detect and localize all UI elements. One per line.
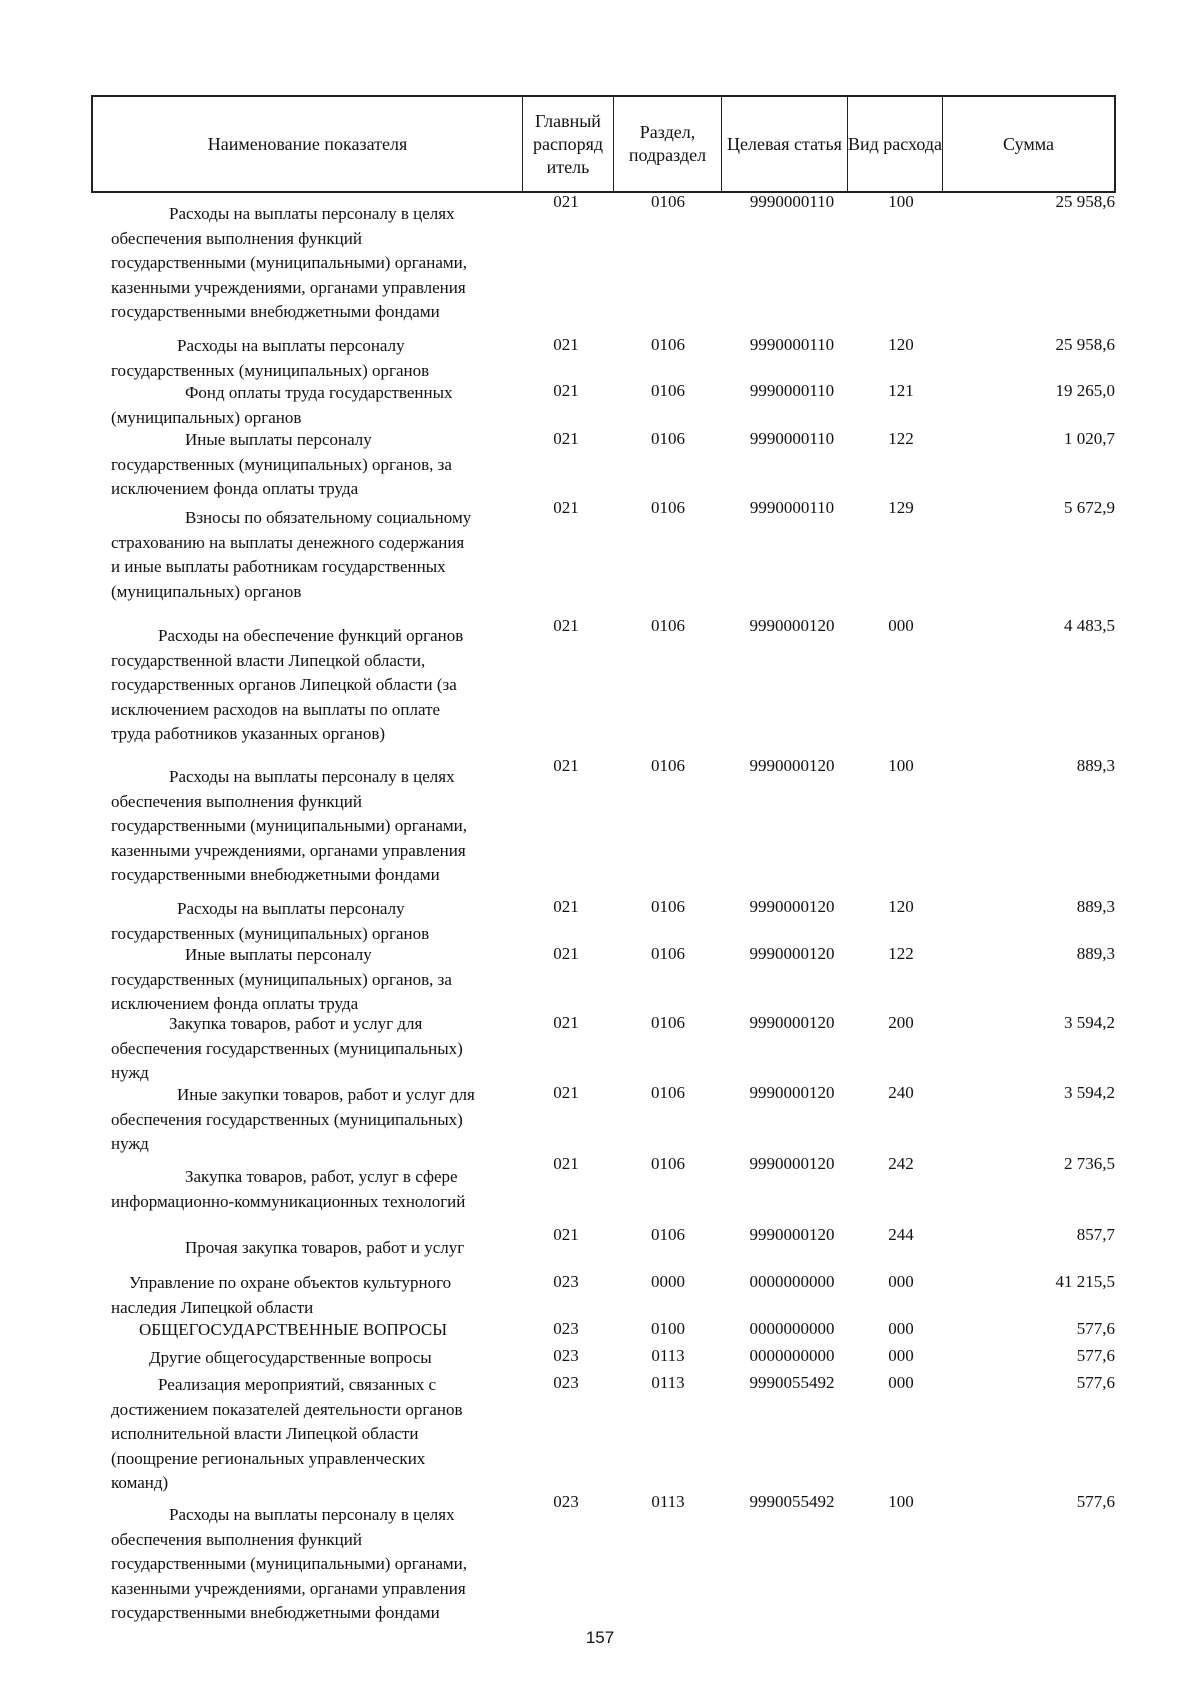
row-name-line: Закупка товаров, работ и услуг для — [169, 1014, 423, 1033]
row-name-line: казенными учреждениями, органами управления — [111, 277, 466, 297]
row-main-manager: 021 — [553, 1154, 579, 1173]
row-main-manager: 021 — [553, 1013, 579, 1032]
row-name — [111, 1012, 511, 1086]
page-number: 157 — [585, 1628, 615, 1647]
row-name-line: Расходы на выплаты персоналу в целях — [169, 204, 455, 223]
col-header-section: Раздел, подраздел — [613, 97, 721, 191]
row-name-line: исключением расходов на выплаты по оплате — [111, 699, 441, 719]
row-target-article: 9990000110 — [749, 381, 835, 400]
row-section: 0106 — [651, 616, 685, 635]
row-sum: 889,3 — [1076, 897, 1115, 916]
row-main-manager: 023 — [553, 1346, 579, 1365]
row-sum: 577,6 — [1076, 1319, 1115, 1338]
row-main-manager: 021 — [553, 335, 579, 354]
row-target-article: 9990000120 — [749, 1083, 835, 1102]
row-name — [111, 506, 511, 604]
row-expense-type: 000 — [888, 1319, 914, 1338]
row-name-line: казенными учреждениями, органами управления — [111, 840, 466, 860]
row-name — [111, 897, 511, 946]
row-name-line: Прочая закупка товаров, работ и услуг — [185, 1238, 465, 1257]
row-name-line: исполнительной власти Липецкой области — [111, 1424, 419, 1443]
row-name — [111, 202, 511, 325]
row-sum: 889,3 — [1076, 944, 1115, 963]
row-expense-type: 000 — [888, 1272, 914, 1291]
row-name — [111, 1271, 511, 1320]
row-name-line: государственными (муниципальными) органами, — [111, 816, 467, 835]
row-name — [111, 334, 511, 383]
row-section: 0106 — [651, 1225, 685, 1244]
row-name — [111, 1165, 511, 1214]
row-main-manager: 023 — [553, 1492, 579, 1511]
row-target-article: 9990000120 — [749, 944, 835, 963]
row-section: 0106 — [651, 897, 685, 916]
row-name-line: государственными (муниципальными) органами, — [111, 253, 467, 272]
row-expense-type: 244 — [888, 1225, 914, 1244]
row-name-line: команд) — [111, 1473, 169, 1492]
row-name-line: Расходы на выплаты персоналу — [177, 899, 405, 918]
row-expense-type: 242 — [888, 1154, 914, 1173]
row-expense-type: 240 — [888, 1083, 914, 1102]
row-name-line: обеспечения выполнения функций — [111, 1529, 362, 1549]
row-sum: 577,6 — [1076, 1373, 1115, 1392]
row-name-line: обеспечения выполнения функций — [111, 228, 362, 248]
row-name — [111, 1236, 511, 1261]
row-name — [111, 1503, 511, 1626]
row-section: 0106 — [651, 756, 685, 775]
row-sum: 4 483,5 — [1064, 616, 1115, 635]
row-name — [111, 1083, 511, 1157]
row-expense-type: 100 — [888, 756, 914, 775]
row-name — [111, 943, 511, 1017]
row-target-article: 9990000120 — [749, 1225, 835, 1244]
row-name-line: исключением фонда оплаты труда — [111, 479, 359, 498]
row-name-line: Иные выплаты персоналу — [185, 430, 372, 449]
row-section: 0000 — [651, 1272, 685, 1291]
row-section: 0113 — [651, 1492, 685, 1511]
row-target-article: 0000000000 — [749, 1346, 835, 1365]
row-name-line: государственных (муниципальных) органов, за — [111, 454, 452, 474]
row-name-line: Реализация мероприятий, связанных с — [158, 1375, 437, 1394]
row-main-manager: 021 — [553, 1083, 579, 1102]
row-target-article: 9990000110 — [749, 498, 835, 517]
row-sum: 577,6 — [1076, 1346, 1115, 1365]
row-main-manager: 021 — [553, 756, 579, 775]
row-section: 0100 — [651, 1319, 685, 1338]
row-name — [111, 428, 511, 502]
row-name — [111, 1346, 511, 1371]
row-target-article: 9990000120 — [749, 756, 835, 775]
row-name-line: казенными учреждениями, органами управления — [111, 1578, 466, 1598]
row-main-manager: 023 — [553, 1319, 579, 1338]
row-expense-type: 121 — [888, 381, 914, 400]
row-section: 0106 — [651, 1083, 685, 1102]
row-section: 0106 — [651, 335, 685, 354]
row-name-line: государственных (муниципальных) органов — [111, 923, 430, 943]
row-sum: 1 020,7 — [1064, 429, 1115, 448]
row-name-line: Взносы по обязательному социальному — [185, 508, 472, 527]
row-name-line: труда работников указанных органов) — [111, 724, 386, 743]
row-name-line: государственными внебюджетными фондами — [111, 865, 440, 884]
table-header — [91, 95, 1116, 193]
row-name-line: наследия Липецкой области — [111, 1297, 314, 1317]
row-name-line: Расходы на выплаты персоналу в целях — [169, 1505, 455, 1524]
row-name-line: достижением показателей деятельности органов — [111, 1399, 463, 1419]
row-name-line: государственной власти Липецкой области, — [111, 650, 426, 670]
row-name-line: Иные закупки товаров, работ и услуг для — [177, 1085, 475, 1104]
row-target-article: 9990000110 — [749, 192, 835, 211]
row-name-line: нужд — [111, 1063, 149, 1082]
col-header-target-article: Целевая статья — [721, 97, 847, 191]
row-name-line: (поощрение региональных управленческих — [111, 1448, 426, 1468]
row-expense-type: 100 — [888, 192, 914, 211]
row-sum: 41 215,5 — [1055, 1272, 1115, 1291]
row-name-line: государственных органов Липецкой области (за — [111, 675, 457, 694]
row-section: 0106 — [651, 429, 685, 448]
row-name — [111, 1318, 511, 1343]
row-name-line: информационно-коммуникационных технологий — [111, 1191, 466, 1211]
row-name-line: ОБЩЕГОСУДАРСТВЕННЫЕ ВОПРОСЫ — [139, 1320, 448, 1339]
row-name-line: нужд — [111, 1134, 149, 1153]
row-sum: 857,7 — [1076, 1225, 1115, 1244]
row-target-article: 0000000000 — [749, 1319, 835, 1338]
row-target-article: 9990055492 — [749, 1373, 835, 1392]
row-target-article: 9990000120 — [749, 1013, 835, 1032]
row-name-line: Другие общегосударственные вопросы — [149, 1348, 432, 1367]
row-expense-type: 122 — [888, 429, 914, 448]
row-section: 0113 — [651, 1373, 685, 1392]
row-expense-type: 120 — [888, 335, 914, 354]
row-main-manager: 023 — [553, 1373, 579, 1392]
row-target-article: 9990000110 — [749, 335, 835, 354]
row-name-line: государственными внебюджетными фондами — [111, 302, 440, 321]
row-main-manager: 021 — [553, 192, 579, 211]
row-sum: 3 594,2 — [1064, 1013, 1115, 1032]
row-name-line: обеспечения государственных (муниципальных) — [111, 1109, 463, 1129]
row-section: 0106 — [651, 944, 685, 963]
row-target-article: 9990000110 — [749, 429, 835, 448]
row-name-line: обеспечения выполнения функций — [111, 791, 362, 811]
row-main-manager: 023 — [553, 1272, 579, 1291]
row-sum: 3 594,2 — [1064, 1083, 1115, 1102]
row-section: 0106 — [651, 192, 685, 211]
col-header-main-manager: Главный распоряд итель — [522, 97, 613, 191]
row-expense-type: 100 — [888, 1492, 914, 1511]
row-sum: 19 265,0 — [1055, 381, 1115, 400]
row-section: 0106 — [651, 381, 685, 400]
row-name-line: исключением фонда оплаты труда — [111, 994, 359, 1013]
row-name-line: государственных (муниципальных) органов, за — [111, 969, 452, 989]
row-expense-type: 000 — [888, 1346, 914, 1365]
row-name — [111, 381, 511, 430]
row-main-manager: 021 — [553, 429, 579, 448]
row-section: 0106 — [651, 1154, 685, 1173]
row-name-line: Иные выплаты персоналу — [185, 945, 372, 964]
row-main-manager: 021 — [553, 944, 579, 963]
row-name-line: Управление по охране объектов культурного — [129, 1273, 452, 1292]
row-expense-type: 000 — [888, 616, 914, 635]
row-target-article: 9990000120 — [749, 897, 835, 916]
row-sum: 25 958,6 — [1055, 335, 1115, 354]
row-name — [111, 1373, 511, 1496]
row-name-line: государственных (муниципальных) органов — [111, 360, 430, 380]
row-main-manager: 021 — [553, 381, 579, 400]
row-sum: 889,3 — [1076, 756, 1115, 775]
row-name — [111, 624, 511, 747]
row-name-line: (муниципальных) органов — [111, 407, 302, 427]
col-header-sum: Сумма — [942, 97, 1114, 191]
row-sum: 5 672,9 — [1064, 498, 1115, 517]
row-expense-type: 200 — [888, 1013, 914, 1032]
row-main-manager: 021 — [553, 897, 579, 916]
row-section: 0106 — [651, 1013, 685, 1032]
row-name-line: Расходы на обеспечение функций органов — [158, 626, 464, 645]
row-target-article: 9990000120 — [749, 1154, 835, 1173]
row-section: 0106 — [651, 498, 685, 517]
row-sum: 2 736,5 — [1064, 1154, 1115, 1173]
row-name-line: (муниципальных) органов — [111, 581, 302, 601]
row-name-line: страхованию на выплаты денежного содержания — [111, 532, 465, 552]
col-header-expense-type: Вид расхода — [847, 97, 942, 191]
row-main-manager: 021 — [553, 616, 579, 635]
row-name-line: обеспечения государственных (муниципальных) — [111, 1038, 463, 1058]
row-name-line: государственными (муниципальными) органами, — [111, 1554, 467, 1573]
row-sum: 577,6 — [1076, 1492, 1115, 1511]
row-name-line: Расходы на выплаты персоналу в целях — [169, 767, 455, 786]
row-name-line: государственными внебюджетными фондами — [111, 1603, 440, 1622]
col-header-name: Наименование показателя — [207, 133, 408, 154]
row-expense-type: 129 — [888, 498, 914, 517]
row-target-article: 9990055492 — [749, 1492, 835, 1511]
row-name-line: Закупка товаров, работ, услуг в сфере — [185, 1167, 458, 1186]
row-expense-type: 120 — [888, 897, 914, 916]
row-expense-type: 122 — [888, 944, 914, 963]
row-expense-type: 000 — [888, 1373, 914, 1392]
row-name-line: Расходы на выплаты персоналу — [177, 336, 405, 355]
row-name-line: Фонд оплаты труда государственных — [185, 383, 453, 402]
row-section: 0113 — [651, 1346, 685, 1365]
row-target-article: 9990000120 — [749, 616, 835, 635]
row-target-article: 0000000000 — [749, 1272, 835, 1291]
row-sum: 25 958,6 — [1055, 192, 1115, 211]
row-main-manager: 021 — [553, 498, 579, 517]
row-name-line: и иные выплаты работникам государственных — [111, 557, 446, 576]
row-name — [111, 765, 511, 888]
row-main-manager: 021 — [553, 1225, 579, 1244]
